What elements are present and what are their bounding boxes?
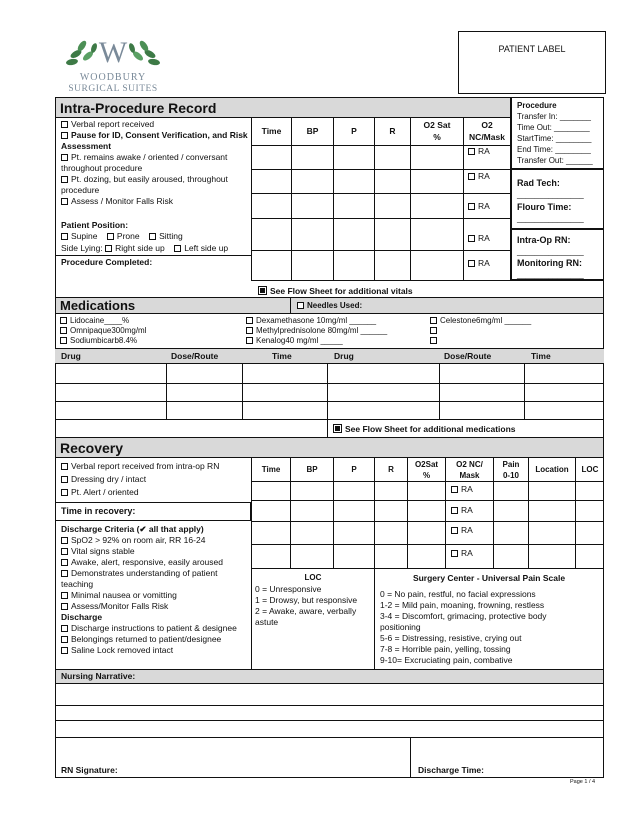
med-col-drug-2: Drug	[334, 351, 354, 361]
transfer-in[interactable]: Transfer In: _______	[517, 112, 591, 121]
checkbox-icon	[61, 233, 68, 240]
checkbox-icon	[61, 132, 68, 139]
checkbox-icon	[60, 337, 67, 344]
logo-name-line2: SURGICAL SUITES	[68, 84, 158, 94]
loc-title: LOC	[304, 573, 322, 582]
procedure-box	[511, 97, 604, 280]
checkbox-icon	[61, 559, 68, 566]
dc-understanding-continued: teaching	[61, 579, 94, 589]
loc-0: 0 = Unresponsive	[255, 584, 322, 594]
monitoring-rn-field[interactable]: _______________	[517, 270, 584, 279]
checkbox-icon	[430, 317, 437, 324]
patient-label-text: PATIENT LABEL	[498, 44, 566, 54]
col-r: R	[389, 126, 396, 136]
end-time[interactable]: End Time: ________	[517, 145, 591, 154]
checkbox-icon	[451, 507, 458, 514]
check-pause-id[interactable]: Pause for ID, Consent Verification, and Risk	[61, 130, 248, 141]
nursing-narrative-title: Nursing Narrative:	[61, 671, 136, 681]
pain-5-6: 5-6 = Distressing, resistive, crying out	[380, 633, 522, 643]
col-nc-mask: NC/Mask	[469, 132, 505, 142]
intra-procedure-title: Intra-Procedure Record	[60, 100, 217, 116]
check-sitting[interactable]: Sitting	[149, 231, 183, 241]
checkbox-icon	[246, 327, 253, 334]
transfer-out[interactable]: Transfer Out: ______	[517, 156, 593, 165]
medications-title: Medications	[60, 298, 136, 313]
rec-col-o2nc: O2 NC/	[456, 460, 483, 469]
time-out[interactable]: Time Out: ________	[517, 123, 590, 132]
monitoring-rn-label: Monitoring RN:	[517, 258, 582, 268]
checkbox-icon	[61, 198, 68, 205]
pain-scale-title: Surgery Center - Universal Pain Scale	[412, 573, 566, 583]
check-dressing[interactable]: Dressing dry / intact	[61, 474, 146, 485]
patient-position-label: Patient Position:	[61, 220, 129, 230]
checkbox-icon	[468, 173, 475, 180]
checkbox-icon	[149, 233, 156, 240]
checkbox-icon	[60, 317, 67, 324]
loc-2-continued: astute	[255, 617, 279, 627]
dc-instructions[interactable]: Discharge instructions to patient & designee	[61, 623, 237, 634]
rec-col-pain: Pain	[502, 460, 520, 469]
col-o2sat-pct: %	[433, 132, 441, 142]
loc-1: 1 = Drowsy, but responsive	[255, 595, 358, 605]
med-col-dose-1: Dose/Route	[171, 351, 219, 361]
ra-check-4[interactable]: RA	[468, 233, 490, 244]
med-lidocaine[interactable]: Lidocaine____%	[60, 315, 129, 326]
rec-ra-check-4[interactable]: RA	[451, 548, 473, 559]
col-time: Time	[261, 126, 282, 136]
discharge-time-label[interactable]: Discharge Time:	[418, 765, 484, 775]
rec-col-o2sat-pct: %	[422, 471, 431, 480]
checkbox-icon	[61, 625, 68, 632]
ra-check-2[interactable]: RA	[468, 171, 490, 182]
ra-check-3[interactable]: RA	[468, 201, 490, 212]
side-lying-options	[61, 243, 228, 254]
rec-ra-check-1[interactable]: RA	[451, 484, 473, 495]
dc-nausea[interactable]: Minimal nausea or vomitting	[61, 590, 177, 601]
position-options	[61, 231, 183, 242]
rec-col-loc: LOC	[581, 465, 599, 474]
check-verbal-report-recovery[interactable]: Verbal report received from intra-op RN	[61, 461, 219, 472]
intraop-rn-field[interactable]: _______________	[517, 247, 584, 256]
checkbox-icon	[468, 148, 475, 155]
check-left-side-up[interactable]: Left side up	[174, 243, 228, 253]
needles-used[interactable]: Needles Used:	[297, 300, 362, 311]
logo	[58, 36, 168, 98]
pain-3-4-continued: positioning	[380, 622, 421, 632]
dc-spo2[interactable]: SpO2 > 92% on room air, RR 16-24	[61, 535, 205, 546]
med-col-dose-2: Dose/Route	[444, 351, 492, 361]
checkbox-icon	[61, 636, 68, 643]
rec-col-location: Location	[535, 465, 569, 474]
med-dexamethasone[interactable]: Dexamethasone 10mg/ml ______	[246, 315, 376, 326]
rad-tech-label: Rad Tech:	[517, 178, 560, 188]
check-falls-risk[interactable]: Assess / Monitor Falls Risk	[61, 196, 173, 207]
checkbox-icon	[61, 121, 68, 128]
checkbox-icon	[61, 647, 68, 654]
rec-col-pain-scale: 0-10	[502, 471, 519, 480]
see-flow-sheet-vitals[interactable]: See Flow Sheet for additional vitals	[258, 286, 413, 297]
checkbox-icon	[174, 245, 181, 252]
patient-label-box	[458, 31, 606, 94]
pause-id-continued: Assessment	[61, 141, 112, 151]
checkbox-icon	[105, 245, 112, 252]
checkbox-icon	[61, 489, 68, 496]
col-bp: BP	[306, 126, 319, 136]
checkbox-checked-icon	[333, 424, 342, 433]
med-table-header	[55, 348, 604, 364]
med-omnipaque[interactable]: Omnipaque300mg/ml	[60, 325, 146, 336]
page-number: Page 1 / 4	[570, 779, 596, 785]
dc-belongings[interactable]: Belongings returned to patient/designee	[61, 634, 221, 645]
med-col-drug-1: Drug	[61, 351, 81, 361]
check-dozing[interactable]: Pt. dozing, but easily aroused, throughout	[61, 174, 228, 185]
check-verbal-report[interactable]: Verbal report received	[61, 119, 154, 130]
checkbox-icon	[451, 550, 458, 557]
time-in-recovery-label: Time in recovery:	[61, 506, 136, 516]
rec-col-bp: BP	[306, 465, 318, 474]
checkbox-icon	[61, 570, 68, 577]
med-col-time-2: Time	[531, 351, 551, 361]
check-alert-oriented[interactable]: Pt. Alert / oriented	[61, 487, 139, 498]
ra-check-5[interactable]: RA	[468, 258, 490, 269]
dc-understanding[interactable]: Demonstrates understanding of patient	[61, 568, 217, 579]
checkbox-icon	[430, 337, 437, 344]
med-celestone[interactable]: Celestone6mg/ml ______	[430, 315, 531, 326]
checkbox-icon	[468, 235, 475, 242]
pain-0: 0 = No pain, restful, no facial expressions	[380, 589, 536, 599]
side-lying-label: Side Lying:	[61, 243, 103, 253]
checkmark-icon: ✔	[139, 524, 147, 534]
checkbox-icon	[468, 203, 475, 210]
pain-1-2: 1-2 = Mild pain, moaning, frowning, restless	[380, 600, 545, 610]
rec-ra-check-2[interactable]: RA	[451, 505, 473, 516]
checkbox-icon	[61, 548, 68, 555]
rec-col-r: R	[388, 465, 394, 474]
checkbox-icon	[430, 327, 437, 334]
start-time[interactable]: StartTime: ________	[517, 134, 592, 143]
rad-tech-field[interactable]: _______________	[517, 190, 584, 199]
col-o2: O2	[481, 120, 493, 130]
logo-name-line1: WOODBURY	[79, 72, 147, 83]
dc-falls-risk[interactable]: Assess/Monitor Falls Risk	[61, 601, 168, 612]
dc-awake[interactable]: Awake, alert, responsive, easily aroused	[61, 557, 223, 568]
checkbox-icon	[60, 327, 67, 334]
logo-letter: W	[98, 36, 128, 69]
check-awake[interactable]: Pt. remains awake / oriented / conversant	[61, 152, 227, 163]
checkbox-icon	[61, 537, 68, 544]
checkbox-icon	[61, 463, 68, 470]
checkbox-icon	[61, 176, 68, 183]
rn-signature-label[interactable]: RN Signature:	[61, 765, 118, 775]
rec-ra-check-3[interactable]: RA	[451, 525, 473, 536]
see-flow-sheet-meds[interactable]: See Flow Sheet for additional medications	[333, 424, 516, 435]
rec-col-time: Time	[261, 465, 281, 474]
ra-check-1[interactable]: RA	[468, 146, 490, 157]
checkbox-icon	[61, 592, 68, 599]
check-supine[interactable]: Supine	[61, 231, 97, 241]
dozing-continued: procedure	[61, 185, 100, 195]
med-methylprednisolone[interactable]: Methylprednisolone 80mg/ml ______	[246, 325, 387, 336]
dc-saline-lock[interactable]: Saline Lock removed intact	[61, 645, 173, 656]
discharge-criteria-title: Discharge Criteria (✔ all that apply)	[61, 524, 204, 534]
rec-col-mask: Mask	[459, 471, 480, 480]
procedure-title: Procedure	[517, 101, 557, 110]
awake-continued: throughout procedure	[61, 163, 143, 173]
discharge-label: Discharge	[61, 612, 103, 622]
pain-7-8: 7-8 = Horrible pain, yelling, tossing	[380, 644, 511, 654]
checkbox-icon	[297, 302, 304, 309]
med-sodium-bicarb[interactable]: Sodiumbicarb8.4%	[60, 335, 137, 346]
pain-3-4: 3-4 = Discomfort, grimacing, protective body	[380, 611, 547, 621]
checkbox-icon	[246, 337, 253, 344]
checkbox-icon	[468, 260, 475, 267]
med-kenalog[interactable]: Kenalog40 mg/ml _____	[246, 335, 343, 346]
checkbox-icon	[451, 486, 458, 493]
pain-9-10: 9-10= Excruciating pain, combative	[380, 655, 513, 665]
procedure-completed-label: Procedure Completed:	[61, 257, 153, 267]
check-right-side-up[interactable]: Right side up	[105, 243, 165, 253]
checkbox-icon	[61, 476, 68, 483]
med-blank-2[interactable]	[430, 335, 440, 346]
col-p: P	[351, 126, 357, 136]
loc-2: 2 = Awake, aware, verbally	[255, 606, 357, 616]
intraop-rn-label: Intra-Op RN:	[517, 235, 571, 245]
med-col-time-1: Time	[272, 351, 292, 361]
checkbox-icon	[61, 154, 68, 161]
checkbox-icon	[61, 603, 68, 610]
checkbox-icon	[451, 527, 458, 534]
checkbox-icon	[107, 233, 114, 240]
nursing-narrative-header	[55, 669, 604, 684]
fluoro-time-label: Flouro Time:	[517, 202, 572, 212]
check-prone[interactable]: Prone	[107, 231, 140, 241]
rec-col-o2sat: O2Sat	[414, 460, 439, 469]
checkbox-icon	[246, 317, 253, 324]
rec-col-p: P	[351, 465, 357, 474]
col-o2sat: O2 Sat	[423, 120, 451, 130]
checkbox-checked-icon	[258, 286, 267, 295]
recovery-header	[55, 437, 604, 458]
fluoro-time-field[interactable]: _______________	[517, 214, 584, 223]
recovery-title: Recovery	[60, 440, 124, 456]
dc-vitals[interactable]: Vital signs stable	[61, 546, 135, 557]
